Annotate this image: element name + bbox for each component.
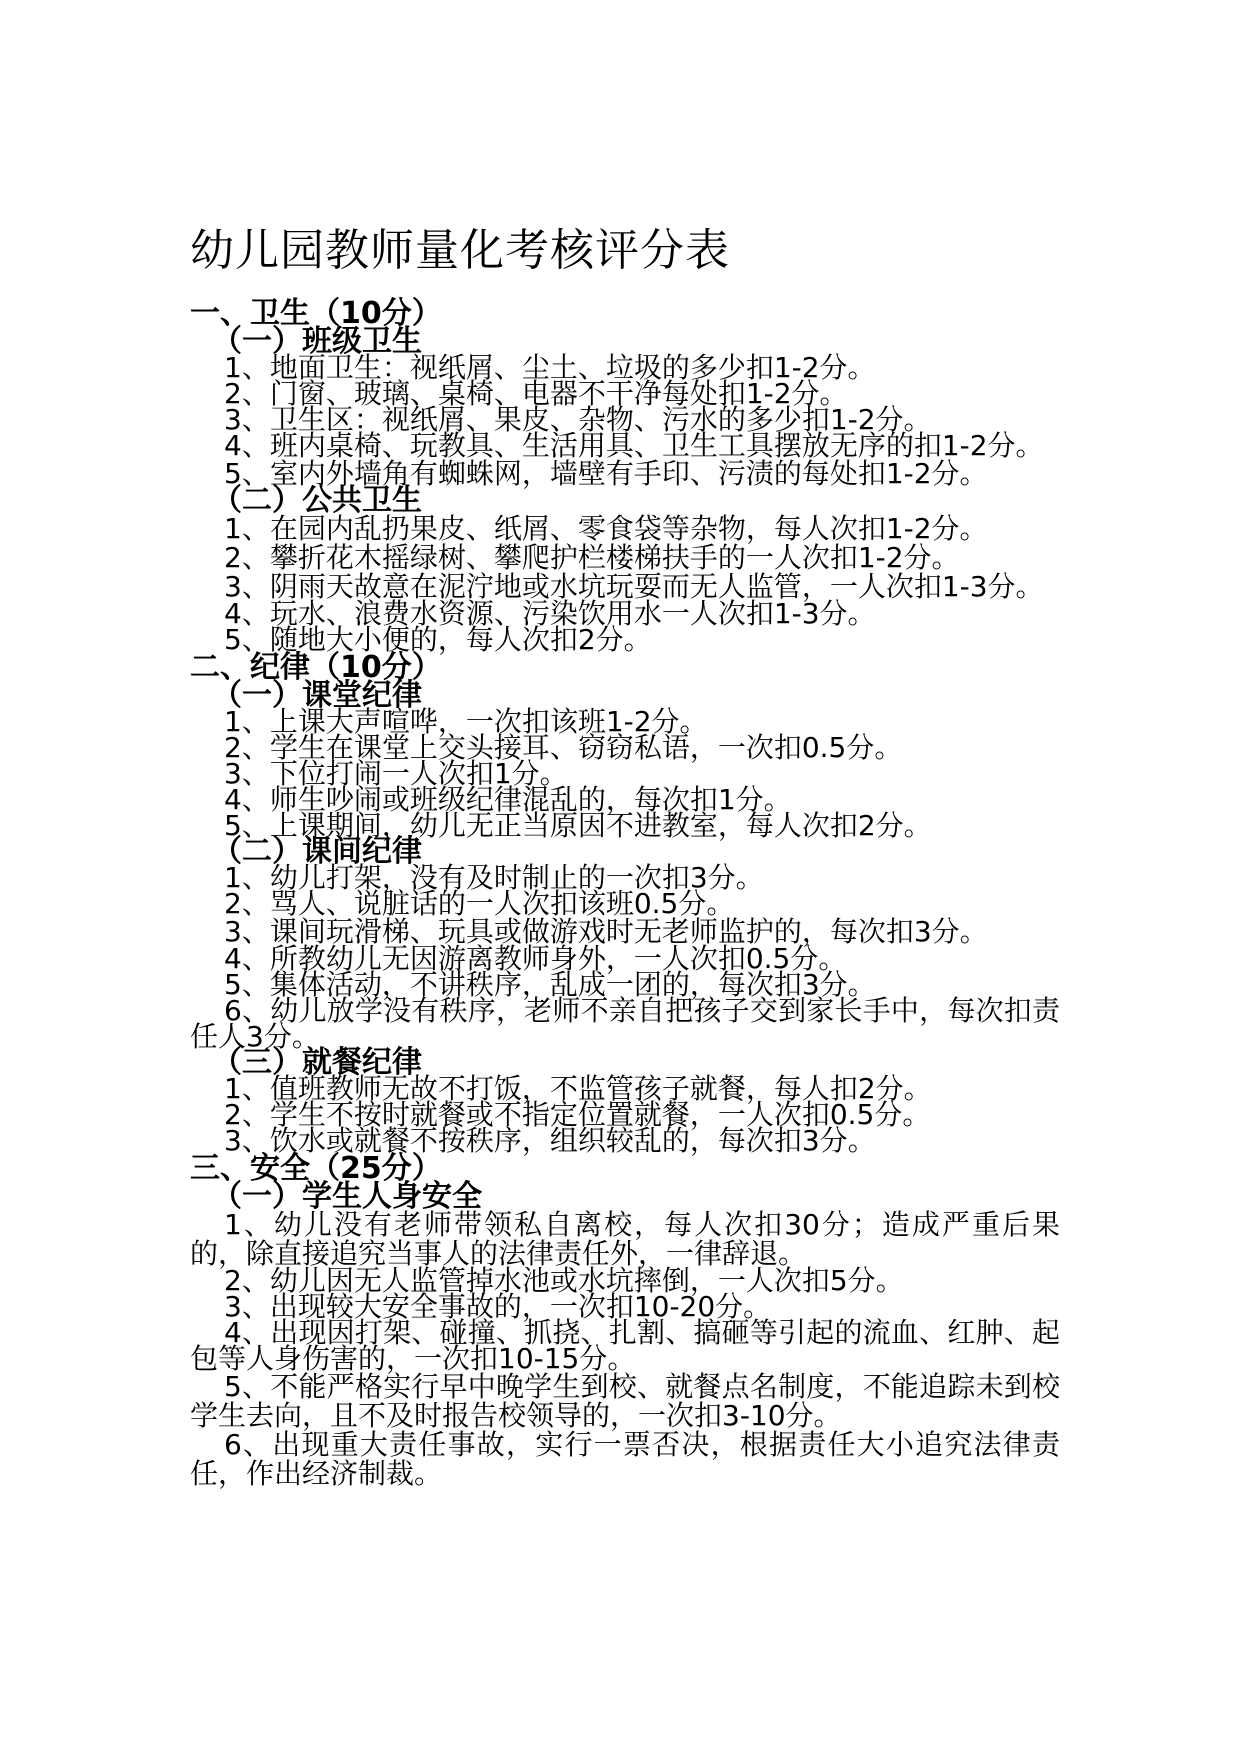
list-item: 4、玩水、浪费水资源、污染饮用水一人次扣1-3分。 [224,597,876,630]
list-item: 1、在园内乱扔果皮、纸屑、零食袋等杂物，每人次扣1-2分。 [224,512,988,545]
list-item: 3、下位打闹一人次扣1分。 [224,757,568,790]
section-heading: 三、安全（25分） [190,1151,442,1186]
list-item: 2、学生在课堂上交头接耳、窃窃私语，一次扣0.5分。 [224,731,903,764]
list-item: 1、值班教师无故不打饭，不监管孩子就餐，每人扣2分。 [224,1072,932,1105]
list-item: 2、骂人、说脏话的一人次扣该班0.5分。 [224,887,735,920]
section-hygiene [190,296,1060,656]
list-item: 5、上课期间，幼儿无正当原因不进教室，每人次扣2分。 [224,809,932,842]
document-page [190,225,1060,1488]
list-item: 2、门窗、玻璃、桌椅、电器不干净每处扣1-2分。 [224,377,848,410]
page-title: 幼儿园教师量化考核评分表 [190,225,730,276]
section-discipline [190,650,1060,1157]
list-item: 1、幼儿打架，没有及时制止的一次扣3分。 [224,861,764,894]
subsection-heading: （一）学生人身安全 [212,1179,482,1214]
list-item: 3、卫生区：视纸屑、果皮、杂物、污水的多少扣1-2分。 [224,403,932,436]
list-item: 4、出现因打架、碰撞、抓挠、扎割、搞砸等引起的流血、红肿、起包等人身伤害的，一次扣10-15分。 [190,1316,1060,1375]
section-heading: 二、纪律（10分） [190,650,442,685]
list-item: 4、所教幼儿无因游离教师身外，一人次扣0.5分。 [224,942,847,975]
subsection-heading: （一）课堂纪律 [212,678,422,713]
list-item: 4、师生吵闹或班级纪律混乱的，每次扣1分。 [224,783,792,816]
list-item: 2、学生不按时就餐或不指定位置就餐，一人次扣0.5分。 [224,1098,931,1131]
list-item: 1、幼儿没有老师带领私自离校，每人次扣30分；造成严重后果的，除直接追究当事人的法律责任外，一律辞退。 [190,1208,1060,1270]
list-item: 3、饮水或就餐不按秩序，组织较乱的，每次扣3分。 [224,1124,876,1157]
subsection-heading: （二）课间纪律 [212,834,422,869]
list-item: 6、出现重大责任事故，实行一票否决，根据责任大小追究法律责任，作出经济制裁。 [190,1428,1060,1490]
list-item: 6、幼儿放学没有秩序，老师不亲自把孩子交到家长手中，每次扣责任人3分。 [190,994,1060,1053]
subsection-heading: （一）班级卫生 [212,324,422,359]
subsection-heading: （二）公共卫生 [212,483,422,518]
list-item: 1、地面卫生：视纸屑、尘土、垃圾的多少扣1-2分。 [224,351,876,384]
list-item: 5、室内外墙角有蜘蛛网，墙壁有手印、污渍的每处扣1-2分。 [224,457,988,490]
list-item: 3、阴雨天故意在泥泞地或水坑玩耍而无人监管，一人次扣1-3分。 [224,570,1044,603]
subsection-heading: （三）就餐纪律 [212,1045,422,1080]
list-item: 4、班内桌椅、玩教具、生活用具、卫生工具摆放无序的扣1-2分。 [224,429,1044,462]
list-item: 1、上课大声喧哗，一次扣该班1-2分。 [224,705,708,738]
section-heading: 一、卫生（10分） [190,296,442,331]
list-item: 5、随地大小便的，每人次扣2分。 [224,623,652,656]
list-item: 2、幼儿因无人监管掉水池或水坑摔倒，一人次扣5分。 [224,1264,904,1297]
list-item: 2、攀折花木摇绿树、攀爬护栏楼梯扶手的一人次扣1-2分。 [224,541,960,574]
list-item: 3、课间玩滑梯、玩具或做游戏时无老师监护的，每次扣3分。 [224,915,988,948]
list-item: 3、出现较大安全事故的，一次扣10-20分。 [224,1290,772,1323]
list-item: 5、不能严格实行早中晚学生到校、就餐点名制度，不能追踪未到校学生去向，且不及时报告校领导的，一次扣3-10分。 [190,1370,1060,1432]
list-item: 5、集体活动，不讲秩序，乱成一团的，每次扣3分。 [224,968,876,1001]
section-safety [190,1151,1060,1490]
